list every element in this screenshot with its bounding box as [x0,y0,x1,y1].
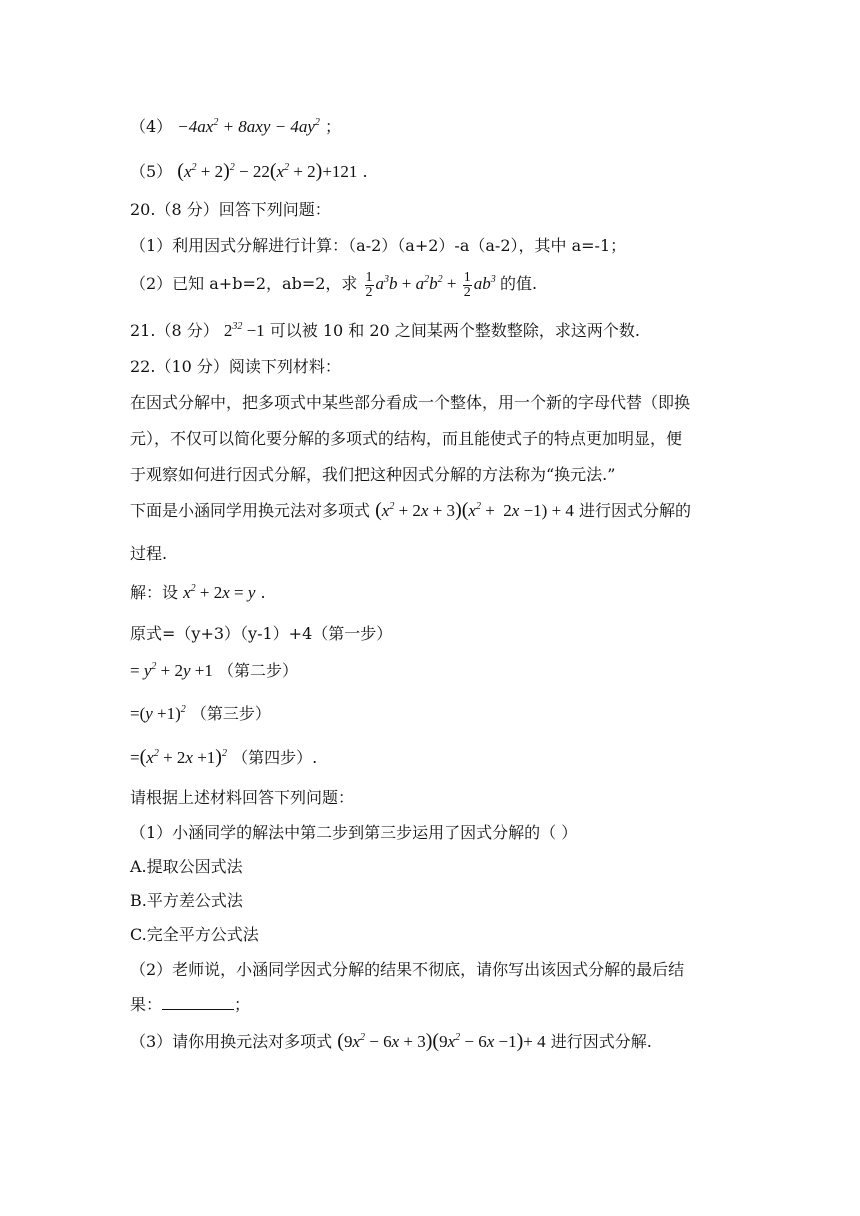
answer-blank[interactable] [162,995,234,1010]
material-paragraph-line-2: 元），不仅可以简化要分解的多项式的结构，而且能使式子的特点更加明显，便 [130,429,683,448]
expression-4: $-4ax^2 + 8axy - 4ay^2$ [177,117,320,136]
sub-question-1: （1）小涵同学的解法中第二步到第三步运用了因式分解的（ ） [130,823,578,842]
expression-step-4: $=(x^2 + 2x +1)^2$ [130,746,227,768]
solution-step-3: $=(y +1)^2$ （第三步） [130,704,271,723]
expression-21: $2^{32} -1$ [223,321,265,340]
answer-prompt: 请根据上述材料回答下列问题： [130,788,355,807]
material-paragraph-line-5: 过程. [130,544,168,563]
expression-5: $(x^2 + 2)^2 - 22(x^2 + 2)+121$ [177,160,358,182]
expression-step-3: $=(y +1)^2$ [130,704,186,723]
question-20-title: 20.（8 分）回答下列问题： [130,200,331,219]
item-4: $(4) -4ax^2 + 8axy - 4ay^2$ ； [130,117,342,136]
expression-step-2: = $y^2 + 2y +1$ [130,661,213,680]
question-22-title: 22.（10 分）阅读下列材料： [130,357,341,376]
expression-22-main: $(x^2 + 2x + 3)(x^2 + 2x -1) + 4$ [375,499,574,521]
solution-let: 解：设 $x^2 + 2x = y$ . [130,583,266,602]
solution-step-2: = $y^2 + 2y +1$ （第二步） [130,661,298,680]
question-20-part-1: （1）利用因式分解进行计算：（a-2）（a+2）-a（a-2），其中 a=-1； [130,236,627,255]
expression-substitution: $x^2 + 2x = y$ [183,583,256,602]
item-label: （4） [130,117,173,136]
material-paragraph-line-4: 下面是小涵同学用换元法对多项式 $(x^2 + 2x + 3)(x^2 + 2x -1) + 4$ 进行因式分解的 [130,499,692,521]
item-5: （5） $(x^2 + 2)^2 - 22(x^2 + 2)+121$ . [130,160,368,182]
material-paragraph-line-3: 于观察如何进行因式分解，我们把这种因式分解的方法称为“换元法.” [130,465,616,484]
solution-step-4: $=(x^2 + 2x +1)^2$ （第四步）. [130,746,318,768]
question-20-part-2: （2）已知 a+b=2，ab=2，求 $\frac{1}{2}$ $a^3b + a^2b^2$ + $\frac{1}{2}$ $ab^3$ 的值. [130,269,538,300]
material-paragraph-line-1: 在因式分解中，把多项式中某些部分看成一个整体，用一个新的字母代替（即换 [130,393,691,412]
sub-question-2-line-2: 果： ； [130,995,251,1014]
sub-question-2-line-1: （2）老师说，小涵同学因式分解的结果不彻底，请你写出该因式分解的最后结 [130,960,685,979]
question-21: 21.（8 分） $2^{32} -1$ 可以被 10 和 20 之间某两个整数整除，求这两个数. [130,321,640,340]
option-c: C.完全平方公式法 [130,925,259,944]
expression-sub-3: $(9x^2 - 6x + 3)(9x^2 - 6x -1)+ 4$ [337,1030,546,1052]
option-a: A.提取公因式法 [130,857,243,876]
sub-question-3: （3）请你用换元法对多项式 $(9x^2 - 6x + 3)(9x^2 - 6x -1)+ 4$ 进行因式分解. [130,1030,652,1052]
option-b: B.平方差公式法 [130,891,243,910]
item-label: （5） [130,162,173,181]
solution-step-1: 原式=（y+3）（y-1）+4（第一步） [130,624,393,643]
expression-20-2: $\frac{1}{2}$ $a^3b + a^2b^2$ + $\frac{1}{2}$ $ab^3$ [365,269,496,300]
